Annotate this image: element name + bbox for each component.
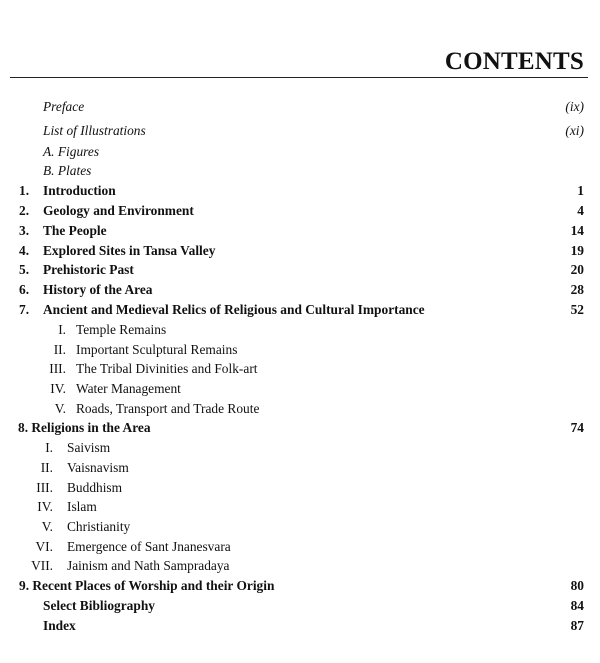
entry-page: (xi) <box>565 123 584 138</box>
chapter-title: 8. Religions in the Area <box>18 420 151 435</box>
subsection-number: III. <box>36 480 53 495</box>
chapter-page: 20 <box>570 262 584 277</box>
chapter-page: 80 <box>570 578 584 593</box>
entry-label: B. Plates <box>43 163 92 178</box>
subsection-title: Saivism <box>67 440 111 455</box>
toc-entry-plates[interactable] <box>0 161 600 181</box>
toc-chapter[interactable] <box>0 260 600 280</box>
subsection-title: Emergence of Sant Jnanesvara <box>67 539 231 554</box>
toc-chapter[interactable] <box>0 181 600 201</box>
chapter-page: 14 <box>570 223 584 238</box>
chapter-page: 28 <box>570 282 584 297</box>
toc-subsection[interactable] <box>0 517 600 537</box>
subsection-number: VII. <box>31 558 53 573</box>
subsection-number: II. <box>53 342 66 357</box>
entry-label: Preface <box>43 99 85 114</box>
subsection-number: I. <box>58 322 66 337</box>
subsection-title: The Tribal Divinities and Folk-art <box>76 361 258 376</box>
chapter-page: 19 <box>570 243 584 258</box>
chapter-number: 6. <box>19 282 30 297</box>
entry-label: Select Bibliography <box>43 598 155 613</box>
chapter-title: The People <box>43 223 107 238</box>
subsection-number: I. <box>45 440 53 455</box>
toc-chapter[interactable] <box>0 418 600 438</box>
chapter-number: 3. <box>19 223 30 238</box>
toc-subsection[interactable] <box>0 340 600 360</box>
subsection-title: Buddhism <box>67 480 123 495</box>
subsection-number: V. <box>41 519 53 534</box>
chapter-title: Introduction <box>43 183 116 198</box>
toc-subsection[interactable] <box>0 497 600 517</box>
chapter-page: 4 <box>577 203 584 218</box>
chapter-number: 4. <box>19 243 30 258</box>
title-rule <box>10 77 588 78</box>
toc-chapter[interactable] <box>0 201 600 221</box>
subsection-number: VI. <box>35 539 53 554</box>
subsection-number: V. <box>54 401 66 416</box>
subsection-title: Water Management <box>76 381 181 396</box>
subsection-title: Temple Remains <box>76 322 167 337</box>
toc-subsection[interactable] <box>0 379 600 399</box>
chapter-title: 9. Recent Places of Worship and their Origin <box>19 578 275 593</box>
chapter-page: 52 <box>570 302 584 317</box>
toc-subsection[interactable] <box>0 537 600 557</box>
chapter-title: Ancient and Medieval Relics of Religious and Cultural Importance <box>43 302 425 317</box>
entry-label: List of Illustrations <box>43 123 146 138</box>
entry-label: A. Figures <box>43 144 100 159</box>
toc-chapter[interactable] <box>0 221 600 241</box>
chapter-title: Prehistoric Past <box>43 262 134 277</box>
chapter-title: History of the Area <box>43 282 153 297</box>
entry-page: (ix) <box>565 99 584 114</box>
toc-entry-figures[interactable] <box>0 142 600 162</box>
toc-subsection[interactable] <box>0 458 600 478</box>
toc-entry-index[interactable] <box>0 616 600 636</box>
subsection-number: IV. <box>50 381 66 396</box>
subsection-title: Vaisnavism <box>67 460 129 475</box>
subsection-number: III. <box>49 361 66 376</box>
page-title: CONTENTS <box>444 48 584 75</box>
chapter-page: 1 <box>577 183 584 198</box>
chapter-number: 2. <box>19 203 30 218</box>
toc-chapter[interactable] <box>0 300 600 320</box>
toc-entry-preface[interactable] <box>0 97 600 117</box>
toc-chapter[interactable] <box>0 576 600 596</box>
subsection-number: IV. <box>37 499 53 514</box>
toc-subsection[interactable] <box>0 556 600 576</box>
entry-page: 84 <box>570 598 584 613</box>
toc-entry-bibliography[interactable] <box>0 596 600 616</box>
toc-entry-illustrations[interactable] <box>0 121 600 141</box>
toc-subsection[interactable] <box>0 478 600 498</box>
toc-chapter[interactable] <box>0 241 600 261</box>
chapter-page: 74 <box>570 420 584 435</box>
subsection-title: Islam <box>67 499 97 514</box>
subsection-title: Jainism and Nath Sampradaya <box>67 558 230 573</box>
subsection-title: Roads, Transport and Trade Route <box>76 401 260 416</box>
toc-subsection[interactable] <box>0 320 600 340</box>
chapter-title: Geology and Environment <box>43 203 194 218</box>
subsection-title: Important Sculptural Remains <box>76 342 238 357</box>
entry-label: Index <box>43 618 76 633</box>
chapter-title: Explored Sites in Tansa Valley <box>43 243 216 258</box>
toc-subsection[interactable] <box>0 399 600 419</box>
toc-subsection[interactable] <box>0 359 600 379</box>
chapter-number: 7. <box>19 302 30 317</box>
toc-subsection[interactable] <box>0 438 600 458</box>
toc-chapter[interactable] <box>0 280 600 300</box>
entry-page: 87 <box>570 618 584 633</box>
subsection-number: II. <box>40 460 53 475</box>
chapter-number: 5. <box>19 262 30 277</box>
chapter-number: 1. <box>19 183 30 198</box>
subsection-title: Christianity <box>67 519 131 534</box>
